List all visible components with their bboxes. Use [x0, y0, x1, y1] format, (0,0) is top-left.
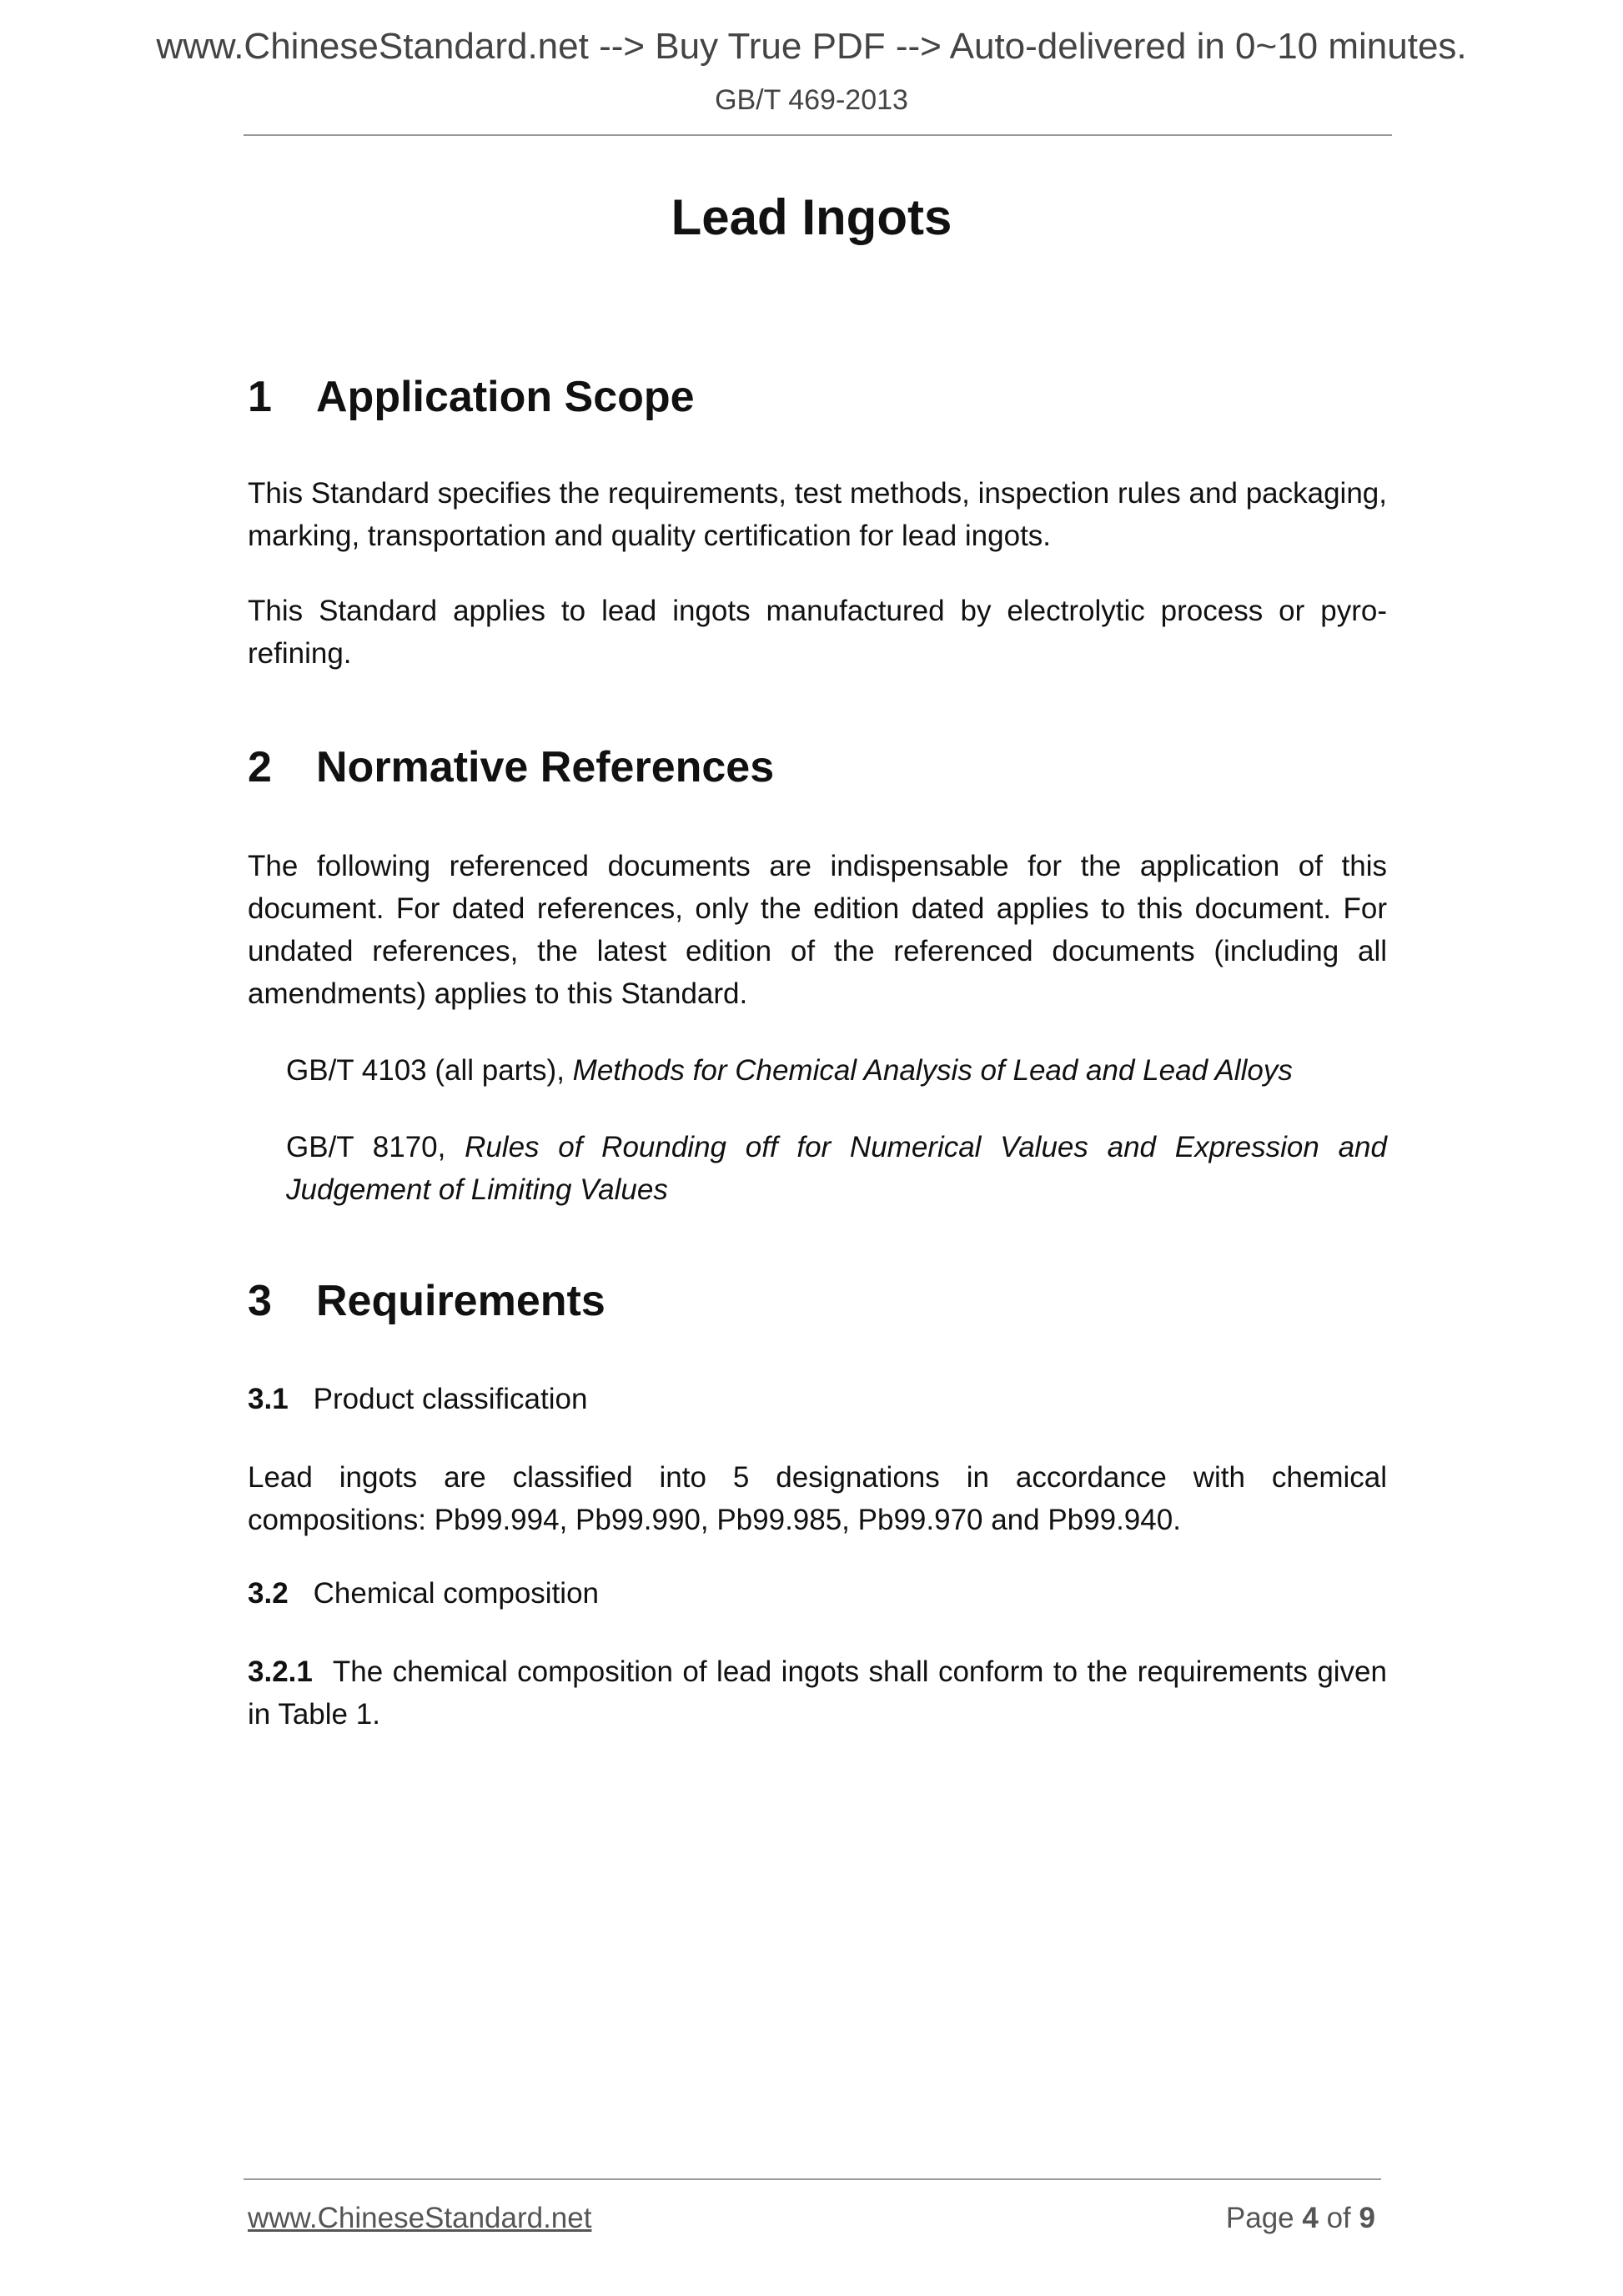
of-label: of [1326, 2202, 1351, 2234]
paragraph: Lead ingots are classified into 5 designations in accordance with chemical compositions: Pb99.994, Pb99.990, Pb99.985, Pb99.970 and Pb99.940. [248, 1461, 1387, 1536]
footer-divider [244, 2178, 1381, 2180]
reference-item [286, 1049, 1387, 1092]
reference-code: GB/T 4103 (all parts), [286, 1054, 565, 1087]
page-number: 4 [1302, 2202, 1319, 2234]
header-banner: www.ChineseStandard.net --> Buy True PDF --> Auto-delivered in 0~10 minutes. [156, 26, 1467, 67]
section-title: Requirements [316, 1277, 605, 1325]
page-total: 9 [1359, 2202, 1375, 2234]
subsection-title: Chemical composition [313, 1577, 600, 1610]
section-title: Normative References [316, 743, 775, 791]
header-divider [244, 134, 1392, 136]
paragraph: This Standard specifies the requirements, test methods, inspection rules and packaging, marking, transportation and quality certification for lead ingots. [248, 477, 1387, 552]
reference-title: Rules of Rounding off for Numerical Values and Expression and Judgement of Limiting Values [286, 1131, 1387, 1206]
subsection-number: 3.1 [248, 1383, 289, 1415]
reference-item [286, 1126, 1387, 1211]
section-title: Application Scope [316, 373, 695, 421]
standard-code: GB/T 469-2013 [715, 84, 908, 116]
paragraph: The following referenced documents are indispensable for the application of this document. For dated references, only the edition dated applies to this document. For undated references, the latest edition of the referenced documents (including all amendments) applies to this Standard. [248, 850, 1387, 1010]
clause-3-2-1 [248, 1650, 1387, 1736]
section-number: 3 [248, 1277, 272, 1325]
page-label: Page [1225, 2202, 1294, 2234]
subsection-title: Product classification [313, 1383, 588, 1415]
reference-code: GB/T 8170, [286, 1131, 446, 1163]
section-heading-2 [248, 742, 774, 792]
paragraph: This Standard applies to lead ingots manufactured by electrolytic process or pyro-refining. [248, 595, 1387, 670]
section-number: 1 [248, 373, 272, 421]
page-title: Lead Ingots [671, 189, 952, 245]
section-heading-1 [248, 372, 695, 422]
footer-website-link[interactable]: www.ChineseStandard.net [248, 2202, 592, 2234]
subsection-heading-3-1 [248, 1383, 587, 1416]
page-indicator [1226, 2202, 1375, 2235]
subsection-heading-3-2 [248, 1577, 599, 1610]
clause-number: 3.2.1 [248, 1655, 313, 1688]
reference-title: Methods for Chemical Analysis of Lead and Lead Alloys [572, 1054, 1293, 1087]
section-number: 2 [248, 743, 272, 791]
subsection-number: 3.2 [248, 1577, 289, 1610]
clause-text: The chemical composition of lead ingots shall conform to the requirements given in Table 1. [248, 1655, 1387, 1731]
section-heading-3 [248, 1276, 605, 1326]
